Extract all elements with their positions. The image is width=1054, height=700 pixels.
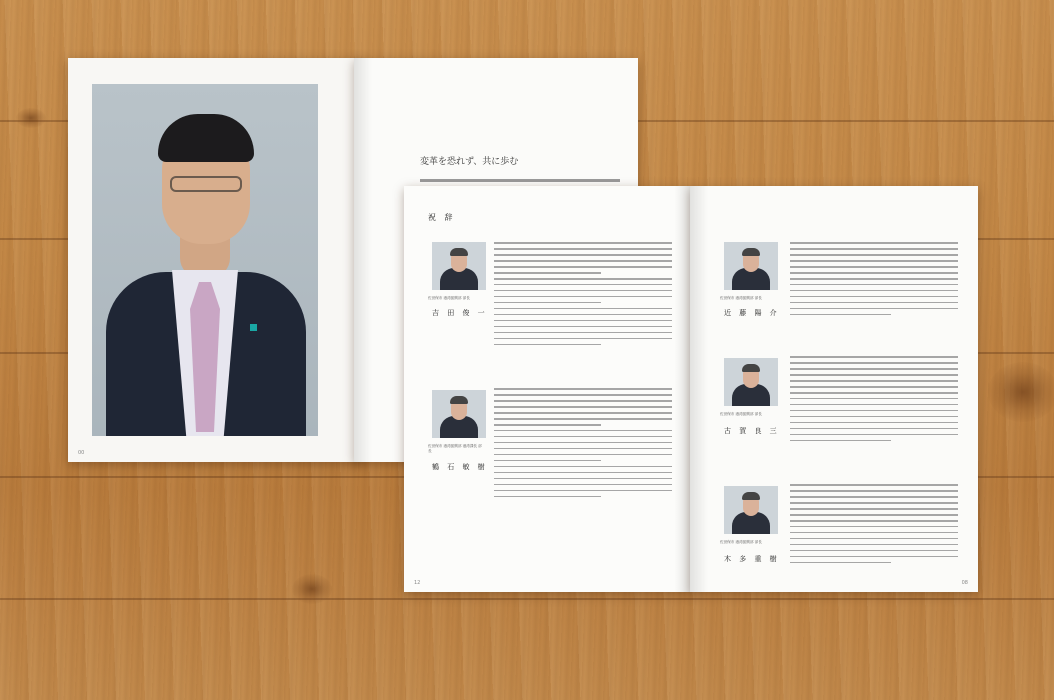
person-affiliation: 佐世保市 港湾振興部 部長 — [720, 540, 762, 544]
message-body-text — [494, 388, 672, 502]
person-affiliation: 佐世保市 港湾振興部 部長 — [720, 412, 762, 416]
wood-knot — [292, 574, 332, 604]
page-number: 12 — [414, 580, 421, 586]
message-body-text — [790, 356, 958, 446]
person-photo — [724, 486, 778, 534]
person-name: 古 賀 良 三 — [724, 427, 780, 435]
person-photo — [724, 242, 778, 290]
portrait-photo — [92, 84, 318, 436]
person-name: 木 多 重 樹 — [724, 555, 780, 563]
wood-knot — [16, 108, 46, 128]
message-subtitle-text — [420, 179, 620, 182]
brochure-page-congratulations-right — [690, 186, 978, 592]
person-photo — [724, 358, 778, 406]
message-title: 変革を恐れず、共に歩む — [420, 157, 519, 167]
message-body-text — [790, 484, 958, 568]
person-name: 鶴 石 敏 樹 — [432, 463, 488, 471]
brochure-page-congratulations-left — [404, 186, 692, 592]
person-photo — [432, 242, 486, 290]
message-body-text — [790, 242, 958, 320]
message-body-text — [494, 242, 672, 350]
plank-seam — [0, 598, 1054, 600]
wood-knot — [988, 362, 1054, 422]
section-title: 祝 辞 — [428, 213, 456, 222]
page-number: 00 — [78, 450, 85, 456]
lapel-pin — [250, 324, 257, 331]
brochure-page-portrait — [68, 58, 362, 462]
person-affiliation: 佐世保市 港湾振興部 港湾課長 部長 — [428, 444, 482, 453]
person-affiliation: 佐世保市 港湾振興部 部長 — [428, 296, 470, 300]
person-photo — [432, 390, 486, 438]
person-name: 吉 田 俊 一 — [432, 309, 488, 317]
page-number: 08 — [961, 580, 968, 586]
person-name: 近 藤 陽 介 — [724, 309, 780, 317]
person-affiliation: 佐世保市 港湾振興部 部長 — [720, 296, 762, 300]
